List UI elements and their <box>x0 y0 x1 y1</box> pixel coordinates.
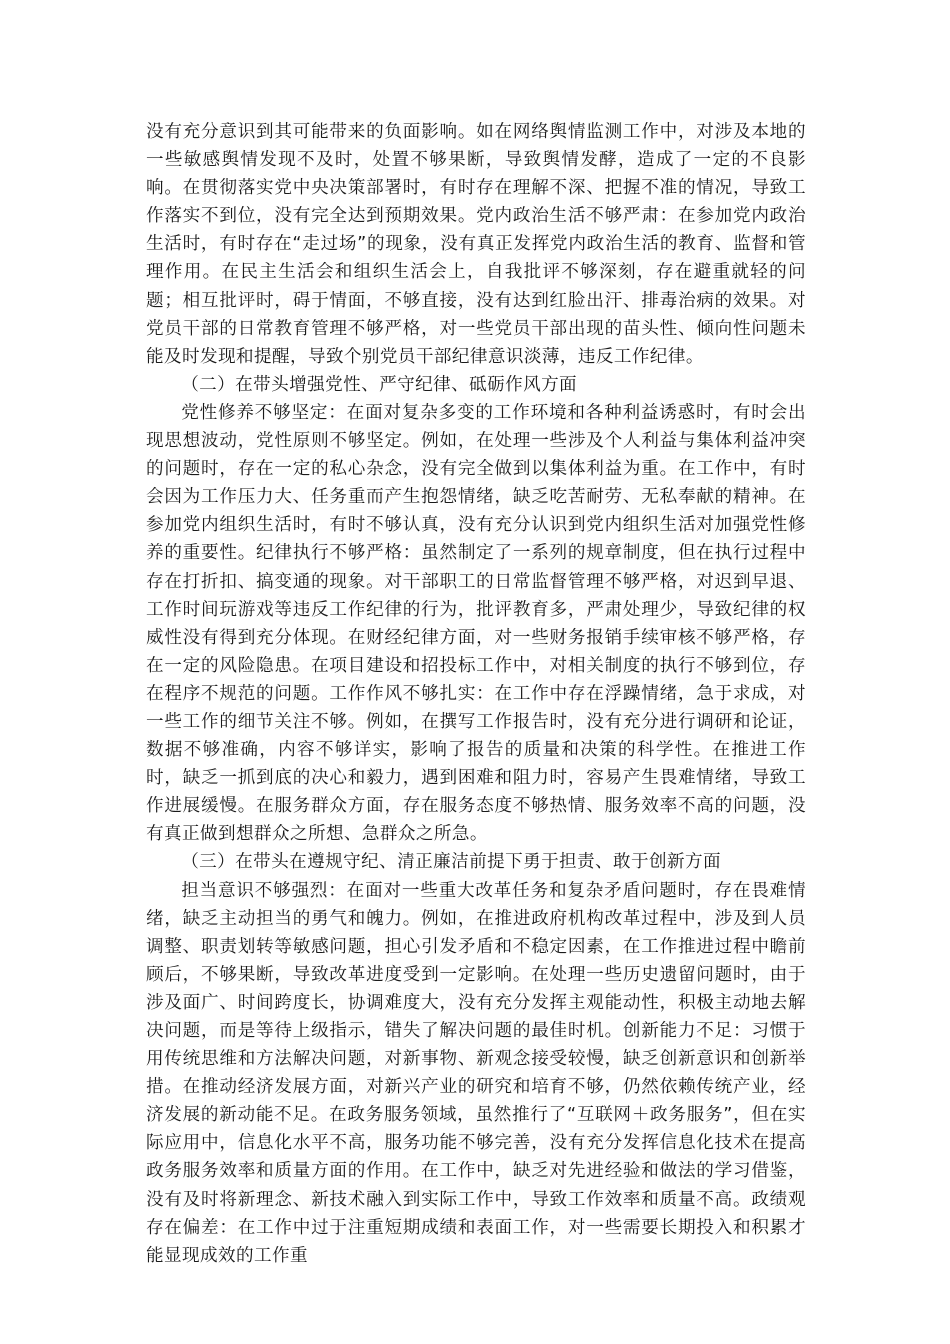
body-paragraph-continued: 没有充分意识到其可能带来的负面影响。如在网络舆情监测工作中，对涉及本地的一些敏感舆情发现不及时，处置不够果断，导致舆情发酵，造成了一定的不良影响。在贯彻落实党中央决策部署时，有时存在理解不深、把握不准的情况，导致工作落实不到位，没有完全达到预期效果。党内政治生活不够严肃：在参加党内政治生活时，有时存在“走过场”的现象，没有真正发挥党内政治生活的教育、监督和管理作用。在民主生活会和组织生活会上，自我批评不够深刻，存在避重就轻的问题；相互批评时，碍于情面，不够直接，没有达到红脸出汗、排毒治病的效果。对党员干部的日常教育管理不够严格，对一些党员干部出现的苗头性、倾向性问题未能及时发现和提醒，导致个别党员干部纪律意识淡薄，违反工作纪律。 <box>146 122 806 367</box>
body-paragraph: 担当意识不够强烈：在面对一些重大改革任务和复杂矛盾问题时，存在畏难情绪，缺乏主动担当的勇气和魄力。例如，在推进政府机构改革过程中，涉及到人员调整、职责划转等敏感问题，担心引发矛盾和不稳定因素，在工作推进过程中瞻前顾后，不够果断，导致改革进度受到一定影响。在处理一些历史遗留问题时，由于涉及面广、时间跨度长，协调难度大，没有充分发挥主观能动性，积极主动地去解决问题，而是等待上级指示，错失了解决问题的最佳时机。创新能力不足：习惯于用传统思维和方法解决问题，对新事物、新观念接受较慢，缺乏创新意识和创新举措。在推动经济发展方面，对新兴产业的研究和培育不够，仍然依赖传统产业，经济发展的新动能不足。在政务服务领域，虽然推行了“互联网＋政务服务”，但在实际应用中，信息化水平不高，服务功能不够完善，没有充分发挥信息化技术在提高政务服务效率和质量方面的作用。在工作中，缺乏对先进经验和做法的学习借鉴，没有及时将新理念、新技术融入到实际工作中，导致工作效率和质量不高。政绩观存在偏差：在工作中过于注重短期成绩和表面工作，对一些需要长期投入和积累才能显现成效的工作重 <box>146 880 806 1266</box>
section-heading-two: （二）在带头增强党性、严守纪律、砥砺作风方面 <box>181 374 578 395</box>
body-paragraph: 党性修养不够坚定：在面对复杂多变的工作环境和各种利益诱惑时，有时会出现思想波动，党性原则不够坚定。例如，在处理一些涉及个人利益与集体利益冲突的问题时，存在一定的私心杂念，没有完全做到以集体利益为重。在工作中，有时会因为工作压力大、任务重而产生抱怨情绪，缺乏吃苦耐劳、无私奉献的精神。在参加党内组织生活时，有时不够认真，没有充分认识到党内组织生活对加强党性修养的重要性。纪律执行不够严格：虽然制定了一系列的规章制度，但在执行过程中存在打折扣、搞变通的现象。对干部职工的日常监督管理不够严格，对迟到早退、工作时间玩游戏等违反工作纪律的行为，批评教育多，严肃处理少，导致纪律的权威性没有得到充分体现。在财经纪律方面，对一些财务报销手续审核不够严格，存在一定的风险隐患。在项目建设和招投标工作中，对相关制度的执行不够到位，存在程序不规范的问题。工作作风不够扎实：在工作中存在浮躁情绪，急于求成，对一些工作的细节关注不够。例如，在撰写工作报告时，没有充分进行调研和论证，数据不够准确，内容不够详实，影响了报告的质量和决策的科学性。在推进工作时，缺乏一抓到底的决心和毅力，遇到困难和阻力时，容易产生畏难情绪，导致工作进展缓慢。在服务群众方面，存在服务态度不够热情、服务效率不高的问题，没有真正做到想群众之所想、急群众之所急。 <box>146 402 806 845</box>
section-heading-three: （三）在带头在遵规守纪、清正廉洁前提下勇于担责、敢于创新方面 <box>181 852 722 873</box>
document-page <box>146 118 806 1270</box>
